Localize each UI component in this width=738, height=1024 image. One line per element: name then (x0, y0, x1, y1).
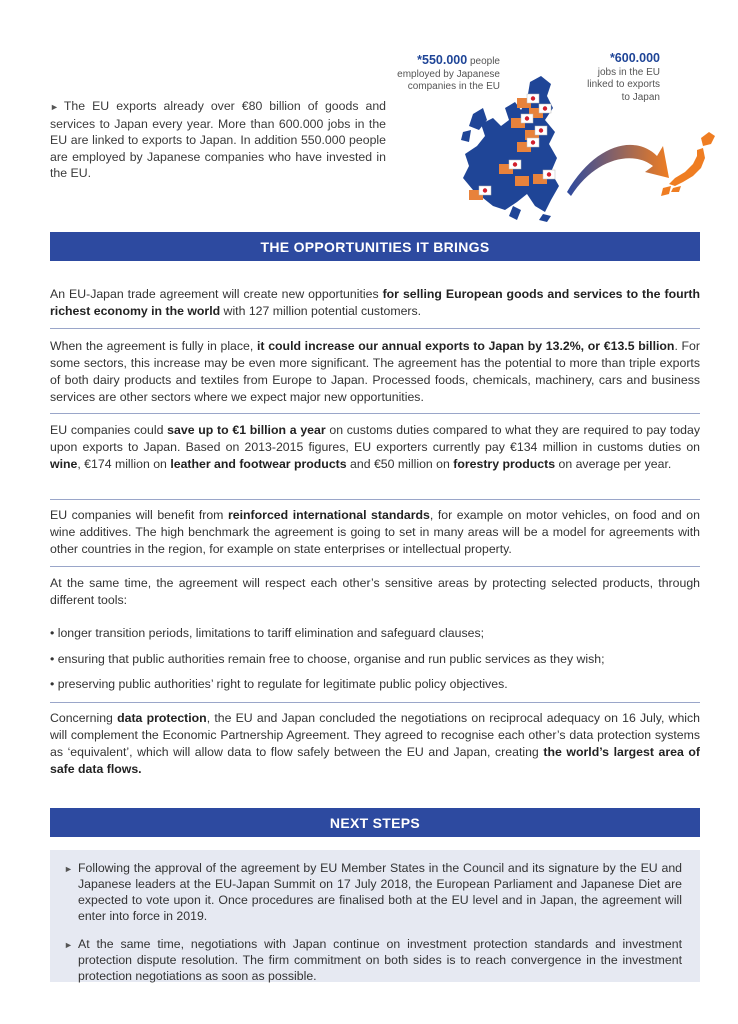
divider (50, 566, 700, 567)
europe-map (461, 76, 559, 222)
opportunities-paragraph-1: An EU-Japan trade agreement will create new opportunities for selling European goods and services to the fourth richest economy in the world with 127 million potential customers. (50, 287, 700, 318)
stat-employed-by-japanese: *550.000 people employed by Japanese companies in the EU (397, 53, 500, 92)
divider (50, 413, 700, 414)
divider (50, 499, 700, 500)
trade-arrow (567, 145, 669, 196)
list-item: • longer transition periods, limitations to tariff elimination and safeguard clauses; (50, 626, 485, 640)
opportunities-paragraph-2: When the agreement is fully in place, it could increase our annual exports to Japan by 13.2%, or €13.5 billion. For some sectors, this increase may be even more significant. The agreement has the potential to more than triple exports of both dairy products and textiles from Europe to Japan. Processed foods, chemicals, machinery, cars and business services are other sectors where we expect major new opportunities. (50, 339, 700, 404)
stat-number: *550.000 (417, 53, 468, 67)
opportunities-paragraph-3: EU companies could save up to €1 billion a year on customs duties compared to what they are required to pay today upon exports to Japan. Based on 2013-2015 figures, EU exporters currently pay €134 million in customs duties on wine, €174 million on leather and footwear products and €50 million on forestry products on average per year. (50, 423, 700, 471)
list-item: ► Following the approval of the agreement by EU Member States in the Council and its signature by the EU and Japanese leaders at the EU-Japan Summit on 17 July 2018, the European Parliament and Japanese Diet are expected to vote upon it. Once procedures are finalised both at the EU level and in Japan, the agreement will enter into force in 2019. (64, 861, 682, 923)
japan-map (661, 132, 715, 196)
opportunities-section-header: THE OPPORTUNITIES IT BRINGS (50, 232, 700, 261)
intro-paragraph: ► The EU exports already over €80 billion of goods and services to Japan every year. More than 600.000 jobs in the EU are linked to exports to Japan. In addition 550.000 people are employed by Japanese companies who have invested in the EU. (50, 99, 386, 181)
eu-japan-map-illustration (455, 74, 725, 224)
list-item: • ensuring that public authorities remain free to choose, organise and run public services as they wish; (50, 652, 605, 666)
divider (50, 702, 700, 703)
next-steps-box (50, 850, 700, 982)
opportunities-paragraph-5: At the same time, the agreement will respect each other’s sensitive areas by protecting selected products, through different tools: (50, 576, 700, 607)
opportunities-paragraph-6: Concerning data protection, the EU and Japan concluded the negotiations on reciprocal adequacy on 16 July, which will complement the Economic Partnership Agreement. They agreed to recognise each other’s data protection systems as ‘equivalent’, which will allow data to flow safely between the EU and Japan, creating the world’s largest area of safe data flows. (50, 711, 701, 776)
stat-number: *600.000 (609, 51, 660, 65)
divider (50, 328, 700, 329)
stat-jobs-linked: *600.000 jobs in the EU linked to exports to Japan (587, 51, 660, 103)
list-item: ► At the same time, negotiations with Japan continue on investment protection standards and investment protection dispute resolution. The firm commitment on both sides is to reach convergence in the investment protection negotiations as soon as possible. (64, 937, 682, 983)
triangle-bullet-icon: ► (50, 102, 59, 112)
triangle-bullet-icon: ► (64, 864, 73, 874)
opportunities-paragraph-4: EU companies will benefit from reinforced international standards, for example on motor vehicles, on food and on wine additives. The high benchmark the agreement is going to set in many areas will be a model for agreements with other countries in the region, for example on state enterprises or intellectual property. (50, 508, 700, 556)
list-item: • preserving public authorities’ right to regulate for legitimate public policy objectives. (50, 677, 508, 691)
next-steps-section-header: NEXT STEPS (50, 808, 700, 837)
triangle-bullet-icon: ► (64, 940, 73, 950)
